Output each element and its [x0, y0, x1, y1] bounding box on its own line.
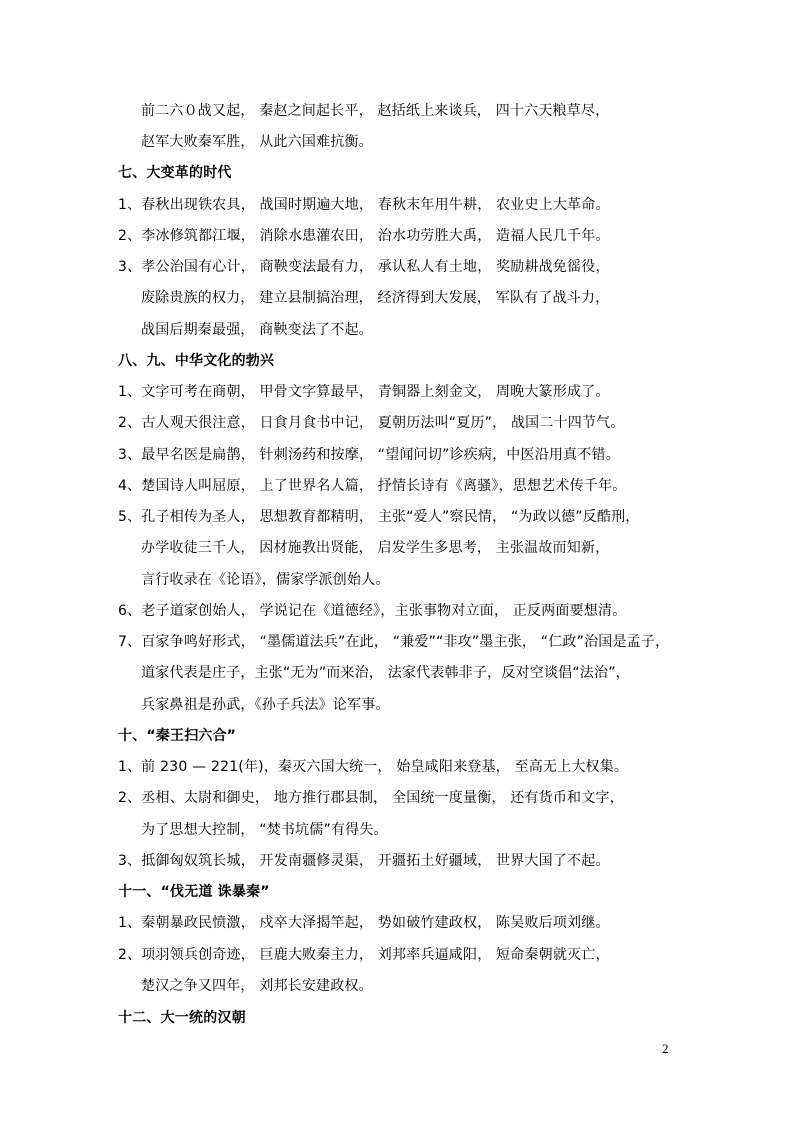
list-item: 2、丞相、太尉和御史， 地方推行郡县制， 全国统一度量衡， 还有货币和文字，	[118, 790, 624, 806]
list-item: 1、前 230 — 221(年)，秦灭六国大统一， 始皇咸阳来登基， 至高无上大权集。	[118, 759, 629, 775]
list-item: 1、文字可考在商朝， 甲骨文字算最早， 青铜器上刻金文， 周晚大篆形成了。	[118, 384, 610, 400]
list-item: 3、抵御匈奴筑长城， 开发南疆修灵渠， 开疆拓土好疆域， 世界大国了不起。	[118, 853, 610, 869]
list-item: 5、孔子相传为圣人， 思想教育都精明， 主张“爱人”察民情， “为政以德”反酷刑，	[118, 509, 640, 525]
list-item: 6、老子道家创始人， 学说记在《道德经》，主张事物对立面， 正反两面要想清。	[118, 603, 627, 619]
list-item: 1、春秋出现铁农具， 战国时期遍大地， 春秋末年用牛耕， 农业史上大革命。	[118, 197, 610, 213]
list-item: 3、最早名医是扁鹊， 针刺汤药和按摩， “望闻问切”诊疾病，中医沿用真不错。	[118, 447, 620, 463]
text-line: 赵军大败秦军胜， 从此六国难抗衡。	[141, 134, 373, 150]
list-item: 2、古人观天很注意， 日食月食书中记， 夏朝历法叫“夏历”， 战国二十四节气。	[118, 415, 625, 431]
text-line: 办学收徒三千人， 因材施教出贤能， 启发学生多思考， 主张温故而知新，	[141, 540, 610, 556]
text-line: 前二六０战又起， 秦赵之间起长平， 赵括纸上来谈兵， 四十六天粮草尽，	[141, 103, 610, 119]
list-item: 4、楚国诗人叫屈原， 上了世界名人篇， 抒情长诗有《离骚》，思想艺术传千年。	[118, 478, 627, 494]
text-line: 废除贵族的权力， 建立县制搞治理， 经济得到大发展， 军队有了战斗力，	[141, 290, 610, 306]
page-number: 2	[662, 1041, 669, 1056]
list-item: 2、项羽领兵创奇迹， 巨鹿大败秦主力， 刘邦率兵逼咸阳， 短命秦朝就灭亡，	[118, 947, 610, 963]
list-item: 7、百家争鸣好形式， “墨儒道法兵”在此， “兼爱”“非攻”墨主张， “仁政”治国是孟子，	[118, 634, 670, 650]
section-heading: 八、九、中华文化的勃兴	[118, 353, 275, 369]
text-line: 兵家鼻祖是孙武，《孙子兵法》论军事。	[141, 697, 390, 713]
section-heading: 十一、“伐无道 诛暴秦”	[118, 884, 270, 900]
section-heading: 十、“秦王扫六合”	[118, 728, 237, 744]
section-heading: 十二、大一统的汉朝	[118, 1010, 246, 1026]
list-item: 2、李冰修筑都江堰， 消除水患灌农田， 治水功劳胜大禹， 造福人民几千年。	[118, 228, 610, 244]
section-heading: 七、大变革的时代	[118, 165, 232, 181]
text-line: 楚汉之争又四年， 刘邦长安建政权。	[141, 978, 373, 994]
text-line: 道家代表是庄子，主张“无为”而来治， 法家代表韩非子，反对空谈倡“法治”，	[141, 665, 630, 681]
text-line: 言行收录在《论语》，儒家学派创始人。	[141, 572, 390, 588]
text-line: 为了思想大控制， “焚书坑儒”有得失。	[141, 822, 388, 838]
list-item: 1、秦朝暴政民愤激， 戍卒大泽揭竿起， 势如破竹建政权， 陈吴败后项刘继。	[118, 915, 610, 931]
text-line: 战国后期秦最强， 商鞅变法了不起。	[141, 322, 373, 338]
list-item: 3、孝公治国有心计， 商鞅变法最有力， 承认私人有土地， 奖励耕战免徭役，	[118, 259, 610, 275]
